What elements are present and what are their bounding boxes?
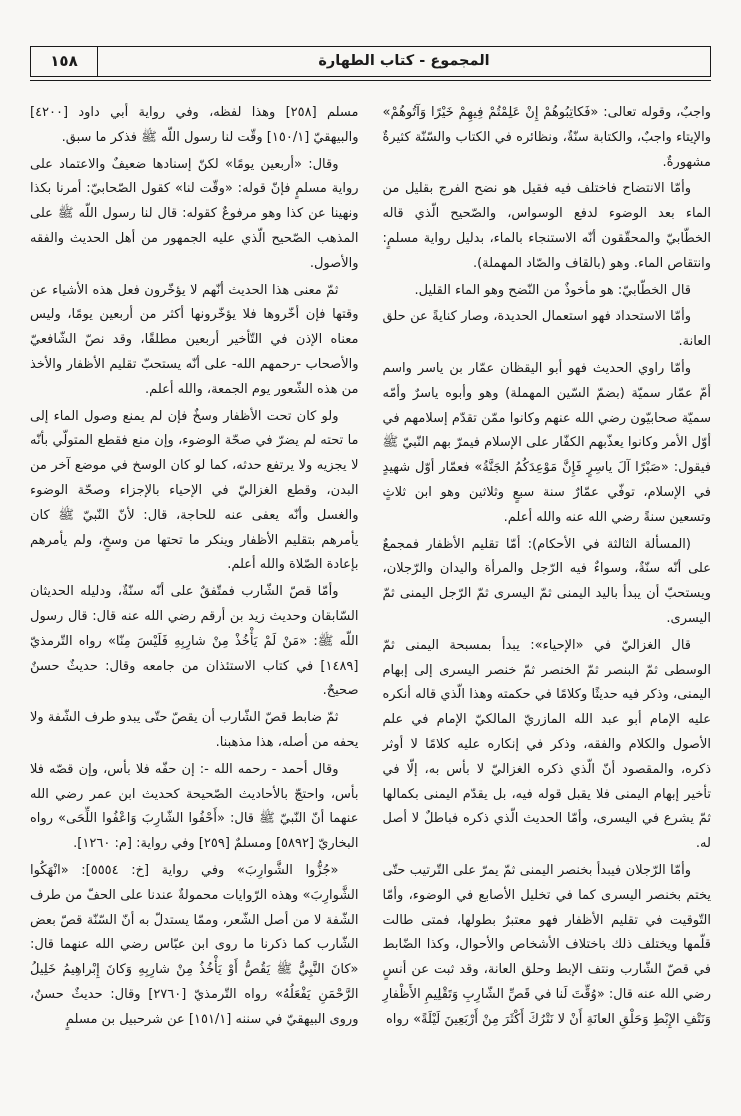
paragraph: ثمّ معنى هذا الحديث أنّهم لا يؤخّرون فعل هذه الأشياء عن وقتها فإن أخّروها فلا يؤخّرونها أكثر من أربعين يومًا، وليس معناه الإذن في التّأخير أربعين مطلقًا، وقد نصّ الشّافعيّ والأصحاب -رحمهم الله- على أنّه يستحبّ تقليم الأظفار والأخذ من هذه الشّعور يوم الجمعة، والله أعلم. (30, 282, 359, 397)
paragraph: ثمّ ضابط قصّ الشّارب أن يقصّ حتّى يبدو طرف الشّفة ولا يحفه من أصله، هذا مذهبنا. (30, 710, 359, 750)
paragraph: واجبٌ، وقوله تعالى: «فَكاتِبُوهُمْ إِنْ عَلِمْتُمْ فِيهِمْ خَيْرًا وَآتُوهُمْ» والإيتاء واجبٌ، والكتابة سنّةٌ، ونظائره في الكتاب والسّنّة كثيرةٌ مشهورةٌ. (382, 105, 711, 170)
paragraph: وأمّا الرّجلان فيبدأ بخنصر اليمنى ثمّ يمرّ على التّرتيب حتّى يختم بخنصر اليسرى كما في تخليل الأصابع في الوضوء، وأمّا التّوقيت في تقليم الأظفار فهو معتبرٌ بطولها، فمتى طالت قلّمها ويختلف ذلك باختلاف الأشخاص والأحوال، وكذا الضّابط في قصّ الشّارب ونتف الإبط وحلق العانة، وقد ثبت عن أنسٍ رضي الله عنه قال: «وُقِّتَ لَنا في قَصِّ الشّارِبِ وَتَقْلِيمِ الأَظْفارِ وَنَتْفِ الإِبْطِ وَحَلْقِ العانَةِ أَنْ لا نَتْرُكَ أَكْثَرَ مِنْ أَرْبَعِينَ لَيْلَةً» رواه (382, 862, 711, 1027)
page-header (30, 46, 711, 81)
paragraph: وأمّا قصّ الشّارب فمتّفقٌ على أنّه سنّةٌ، ودليله الحديثان السّابقان وحديث زيد بن أرقم رضي الله عنه قال: قال رسول اللّه ﷺ: «مَنْ لَمْ يَأْخُذْ مِنْ شارِبِهِ فَلَيْسَ مِنّا» رواه التّرمذيّ [١٤٨٩] في كتاب الاستئذان من جامعه وقال: حديثٌ حسنٌ صحيحٌ. (30, 584, 359, 699)
paragraph: وأمّا الانتضاح فاختلف فيه فقيل هو نضح الفرج بقليل من الماء بعد الوضوء لدفع الوسواس، والصّحيح الّذي قاله الخطّابيّ والمحقّقون أنّه الاستنجاء بالماء، بدليل رواية مسلمٍ: وانتقاص الماء. وهو (بالقاف والصّاد المهملة). (382, 181, 711, 271)
text-body (30, 101, 711, 1034)
paragraph: ولو كان تحت الأظفار وسخٌ فإن لم يمنع وصول الماء إلى ما تحته لم يضرّ في صحّة الوضوء، وإن منع فقطع المتولّي بأنّه لا يجزيه ولا يرتفع حدثه، كما لو كان الوسخ في موضع آخر من البدن، وقطع الغزاليّ في الإحياء بالإجزاء وصحّة الوضوء والغسل وأنّه يعفى عنه للحاجة، قال: لأنّ النّبيّ ﷺ كان يأمرهم بتقليم الأظفار وينكر ما تحتها من وسخٍ، ولم يأمرهم بإعادة الصّلاة والله أعلم. (30, 408, 359, 573)
paragraph: وأمّا الاستحداد فهو استعمال الحديدة، وصار كنايةً عن حلق العانة. (382, 309, 711, 350)
paragraph: وأمّا راوي الحديث فهو أبو اليقظان عمّار بن ياسر واسم أمّ عمّار سميّة (بضمّ السّين المهملة) وهو وأبوه ياسرٌ وأمّه سميّة صحابيّون رضي الله عنهم وكانوا ممّن تقدّم إسلامهم في أوّل الأمر وكانوا يعذّبهم الكفّار على الإسلام فيمرّ بهم النّبيّ ﷺ فيقول: «صَبْرًا آلَ ياسِرٍ فَإِنَّ مَوْعِدَكُمُ الجَنَّةُ» فعمّار أوّل شهيدٍ في الإسلام، توفّي عمّارٌ سنة سبعٍ وثلاثين وهو ابن ثلاثٍ وتسعين سنةً رضي الله عنه والله أعلم. (382, 360, 711, 525)
paragraph: قال الغزاليّ في «الإحياء»: يبدأ بمسبحة اليمنى ثمّ الوسطى ثمّ البنصر ثمّ الخنصر ثمّ خنصر اليسرى إلى إبهام اليمنى، وذكر فيه حديثًا وكلامًا في حكمته وهذا الّذي قاله أنكره عليه الإمام أبو عبد الله المازريّ المالكيّ الإمام في علم الأصول والكلام والفقه، وذكر في إنكاره عليه كلامًا لا أوثر ذكره، والمقصود أنّ الّذي ذكره الغزاليّ لا بأس به، إلّا في تأخير إبهام اليمنى فلا يقبل قوله فيه، بل يقدّم اليمنى بكمالها ثمّ يشرع في اليسرى، وأمّا الحديث الّذي ذكره فباطلٌ لا أصل له. (382, 637, 711, 852)
paragraph: وقال أحمد - رحمه الله -: إن حفّه فلا بأس، وإن قصّه فلا بأس، واحتجّ بالأحاديث الصّحيحة كحديث ابن عمر رضي الله عنهما أنّ النّبيّ ﷺ قال: «أَحْفُوا الشّارِبَ وَاعْفُوا اللِّحَى» رواه البخاريّ [٥٨٩٢] ومسلمٌ [٢٥٩] وفي رواية: [م: ١٢٦٠]. (30, 761, 359, 852)
paragraph: (المسألة الثالثة في الأحكام): أمّا تقليم الأظفار فمجمعٌ على أنّه سنّةٌ، وسواءٌ فيه الرّجل والمرأة واليدان والرّجلان، ويستحبّ أن يبدأ باليد اليمنى ثمّ اليسرى ثمّ الرّجل اليمنى ثمّ اليسرى. (382, 536, 711, 626)
paragraph: مسلم [٢٥٨] وهذا لفظه، وفي رواية أبي داود [٤٢٠٠] والبيهقيّ [١٥٠/١] وقّت لنا رسول اللّه ﷺ فذكر ما سبق. (30, 105, 359, 145)
text-column-left (30, 101, 359, 1034)
paragraph: قال الخطّابيّ: هو مأخوذٌ من النّضح وهو الماء القليل. (414, 282, 691, 298)
paragraph: «جُزُّوا الشَّوارِبَ» وفي رواية [خ: ٥٥٥٤]: «انْهَكُوا الشَّوارِبَ» وهذه الرّوايات محمولةٌ عندنا على الحفّ من طرف الشّفة لا من أصل الشّعر، وممّا يستدلّ به أنّ السّنّة قصّ بعض الشّارب كما ذكرنا ما روى ابن عبّاس رضي الله عنهما قال: «كانَ النَّبِيُّ ﷺ يَقُصُّ أَوْ يَأْخُذُ مِنْ شارِبِهِ وَكانَ إِبْراهِيمُ خَلِيلُ الرَّحْمَنِ يَفْعَلُهُ» رواه التّرمذيّ [٢٧٦٠] وقال: حديثٌ حسنٌ، وروى البيهقيّ في سننه [١٥١/١] عن شرحبيل بن مسلمٍ (30, 862, 359, 1027)
book-title: المجموع - كتاب الطهارة (318, 53, 490, 69)
text-column-right (383, 101, 712, 1034)
header-box (30, 46, 711, 77)
paragraph: وقال: «أربعين يومًا» لكنّ إسنادها ضعيفٌ والاعتماد على رواية مسلمٍ فإنّ قوله: «وقّت لنا» كقول الصّحابيّ: أمرنا بكذا ونهينا عن كذا وهو مرفوعٌ كقوله: قال لنا رسول اللّه ﷺ على المذهب الصّحيح الّذي عليه الجمهور من أهل الحديث والفقه والأصول. (30, 156, 359, 271)
page-number: ١٥٨ (31, 47, 98, 76)
header-double-rule (30, 80, 711, 81)
